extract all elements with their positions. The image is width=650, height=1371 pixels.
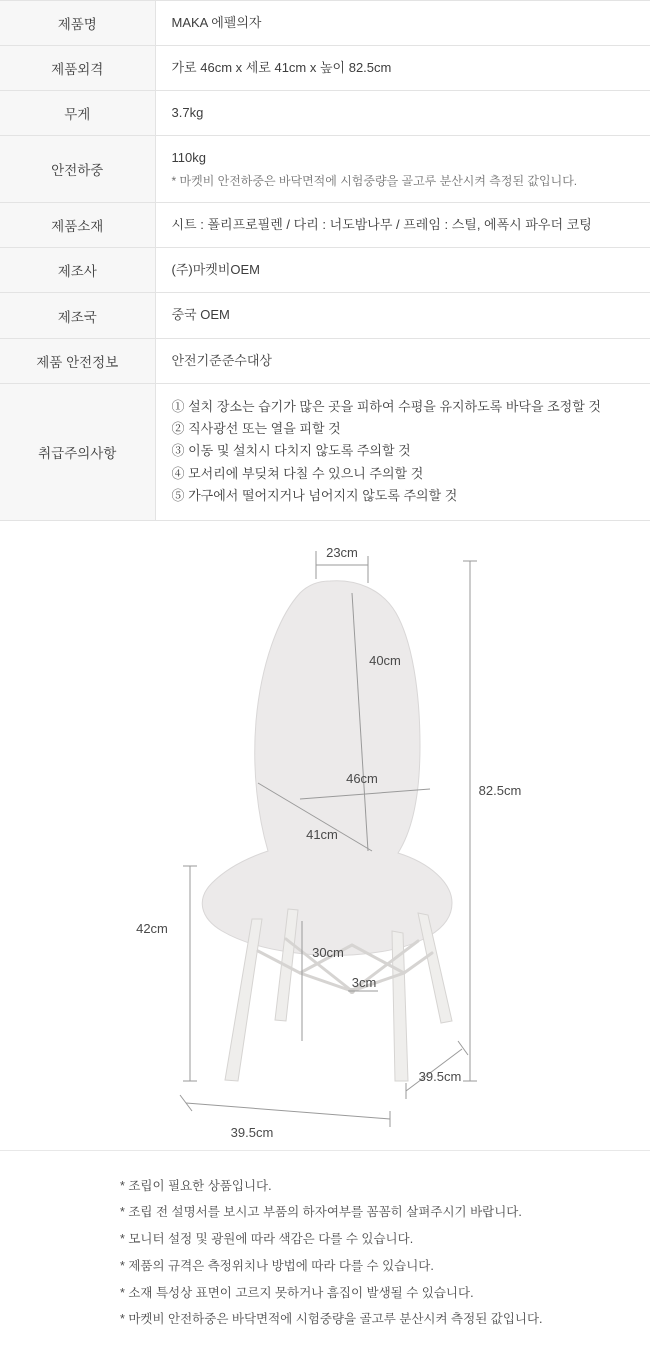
list-item: ① 설치 장소는 습기가 많은 곳을 피하여 수평을 유지하도록 바닥을 조정할 것	[171, 398, 601, 414]
footer-note: * 마켓비 안전하중은 바닥면적에 시험중량을 골고루 분산시켜 측정된 값입니다.	[120, 1312, 543, 1327]
dim-label-seat-width: 46cm	[346, 770, 378, 786]
spec-value-manufacturer: (주)마켓비OEM	[155, 248, 650, 293]
list-item: ⑤ 가구에서 떨어지거나 넘어지지 않도록 주의할 것	[171, 488, 458, 504]
dim-label-base-width: 39.5cm	[230, 1124, 274, 1140]
dim-line-base-width	[186, 1103, 390, 1119]
chair-leg-front-left	[225, 919, 262, 1081]
footer-notes	[0, 1151, 650, 1371]
chair-dimension-diagram	[0, 521, 650, 1151]
safe-load-value: 110kg	[171, 150, 206, 166]
caution-list	[172, 396, 635, 508]
spec-value-country: 중국 OEM	[155, 293, 650, 338]
spec-value-caution	[155, 383, 650, 520]
spec-value-dimensions: 가로 46cm x 세로 41cm x 높이 82.5cm	[155, 46, 650, 91]
spec-label-dimensions: 제품외격	[0, 46, 155, 91]
table-row	[0, 1, 650, 46]
table-row	[0, 248, 650, 293]
diagram-svg	[0, 521, 650, 1151]
spec-label-caution: 취급주의사항	[0, 383, 155, 520]
table-row	[0, 91, 650, 136]
list-item: ② 직사광선 또는 열을 피할 것	[171, 421, 341, 437]
spec-value-material: 시트 : 폴리프로필렌 / 다리 : 너도밤나무 / 프레임 : 스틸, 에폭시 파우더 코팅	[155, 203, 650, 248]
chair-seat-shell	[202, 580, 452, 955]
dim-label-back-width: 23cm	[326, 544, 358, 560]
list-item: ④ 모서리에 부딪쳐 다칠 수 있으니 주의할 것	[171, 465, 424, 481]
spec-label-product-name: 제품명	[0, 1, 155, 46]
table-row	[0, 136, 650, 203]
safe-load-note: * 마켓비 안전하중은 바닥면적에 시험중량을 골고루 분산시켜 측정된 값입니다.	[171, 173, 578, 188]
product-spec-table	[0, 0, 650, 521]
dim-label-seat-depth: 41cm	[306, 826, 338, 842]
dim-label-base-depth: 39.5cm	[418, 1068, 462, 1084]
spec-label-weight: 무게	[0, 91, 155, 136]
dim-label-inner-span: 30cm	[312, 944, 344, 960]
table-row	[0, 338, 650, 383]
footer-note: * 조립이 필요한 상품입니다.	[120, 1178, 272, 1193]
footer-note: * 조립 전 설명서를 보시고 부품의 하자여부를 꼼꼼히 살펴주시기 바랍니다.	[120, 1205, 522, 1220]
dim-tick-base-depth-b	[458, 1041, 468, 1055]
spec-label-safe-load: 안전하중	[0, 136, 155, 203]
table-row	[0, 203, 650, 248]
table-row-caution	[0, 383, 650, 520]
table-row	[0, 46, 650, 91]
footer-note: * 소재 특성상 표면이 고르지 못하거나 흠집이 발생될 수 있습니다.	[120, 1285, 474, 1300]
spec-value-weight: 3.7kg	[155, 91, 650, 136]
spec-value-safe-load	[155, 136, 650, 203]
list-item: ③ 이동 및 설치시 다치지 않도록 주의할 것	[171, 443, 411, 459]
dim-label-total-height: 82.5cm	[478, 782, 522, 798]
dim-label-leg-height: 42cm	[136, 920, 168, 936]
spec-value-safety-info: 안전기준준수대상	[155, 338, 650, 383]
footer-note: * 모니터 설정 및 광원에 따라 색감은 다를 수 있습니다.	[120, 1232, 414, 1247]
dim-label-frame-detail: 3cm	[351, 974, 377, 990]
dim-label-back-height: 40cm	[369, 652, 401, 668]
spec-label-safety-info: 제품 안전정보	[0, 338, 155, 383]
footer-note: * 제품의 규격은 측정위치나 방법에 따라 다를 수 있습니다.	[120, 1258, 434, 1273]
spec-label-manufacturer: 제조사	[0, 248, 155, 293]
spec-label-material: 제품소재	[0, 203, 155, 248]
spec-label-country: 제조국	[0, 293, 155, 338]
spec-value-product-name: MAKA 에펠의자	[155, 1, 650, 46]
table-row	[0, 293, 650, 338]
